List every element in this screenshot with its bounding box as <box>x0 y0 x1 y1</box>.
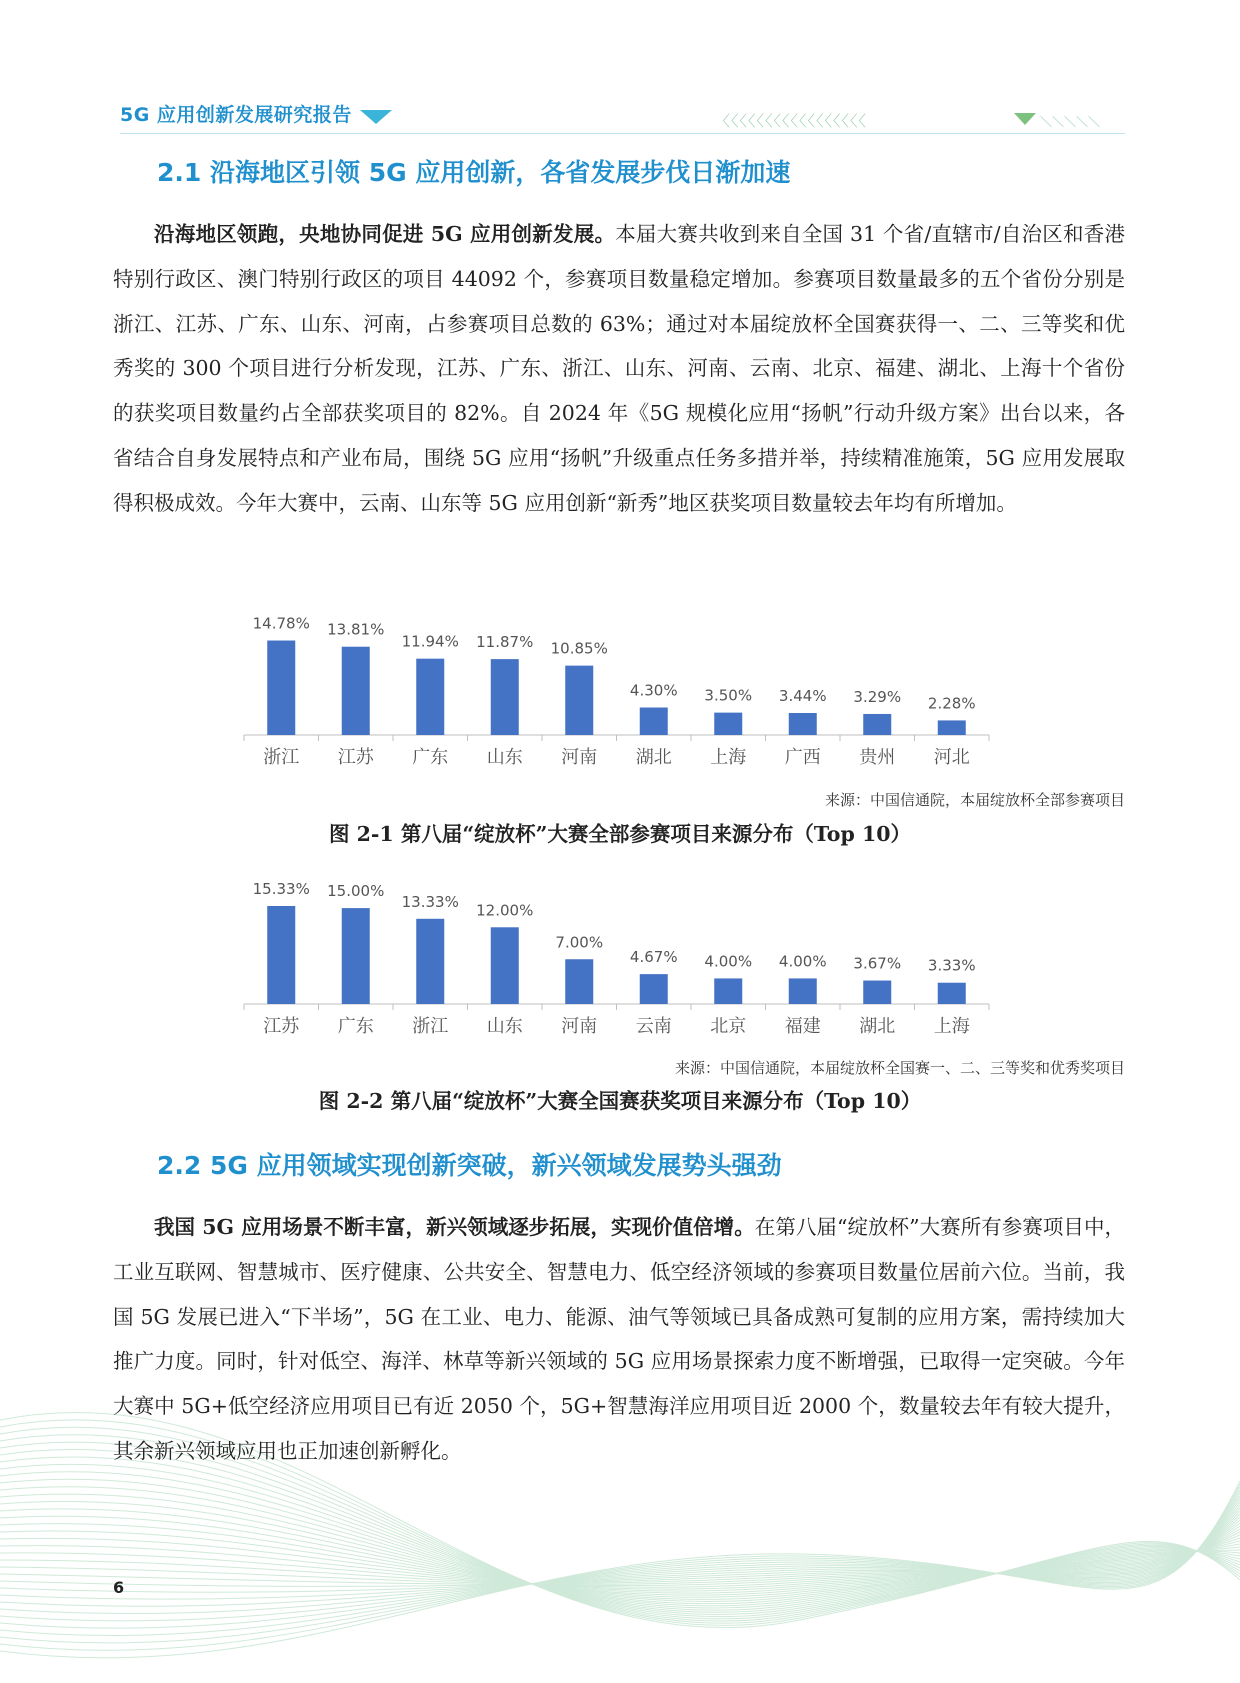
bar-chart-all-projects <box>244 610 1004 768</box>
bar <box>342 908 370 1004</box>
section-heading-2-2: 2.2 5G 应用领域实现创新突破，新兴领域发展势头强劲 <box>157 1151 782 1180</box>
category-label: 山东 <box>486 1016 523 1037</box>
lead-sentence: 我国 5G 应用场景不断丰富，新兴领域逐步拓展，实现价值倍增。 <box>154 1215 755 1239</box>
bar <box>863 714 891 735</box>
header-chevrons-decoration: 〈〈〈〈〈〈〈〈〈〈〈〈〈〈〈〈〈 <box>715 112 868 130</box>
header-triangle-icon <box>360 110 392 124</box>
bar <box>789 978 817 1004</box>
bar <box>863 981 891 1004</box>
bar <box>491 659 519 735</box>
category-label: 河南 <box>561 1016 598 1037</box>
body-text: 在第八届“绽放杯”大赛所有参赛项目中，工业互联网、智慧城市、医疗健康、公共安全、智慧电力、低空经济领域的参赛项目数量位居前六位。当前，我国 5G 发展已进入“下半场”，5G 在工业、电力、能源、油气等领域已具备成熟可复制的应用方案，需持续加大推广力度。同时，针对低空、海洋、林草等新兴领域的 5G 应用场景探索力度不断增强，已取得一定突破。今年大赛中 5G+低空经济应用项目已有近 2050 个，5G+智慧海洋应用项目近 2000 个，数量较去年有较大提升，其余新兴领域应用也正加速创新孵化。 <box>113 1215 1126 1463</box>
category-label: 上海 <box>933 1016 970 1037</box>
bar <box>267 641 295 735</box>
wave-line <box>0 1499 1240 1614</box>
bar <box>416 919 444 1004</box>
figure-caption: 图 2-1 第八届“绽放杯”大赛全部参赛项目来源分布（Top 10） <box>329 822 911 846</box>
data-label: 11.87% <box>476 633 534 652</box>
category-label: 上海 <box>710 747 747 768</box>
wave-line <box>0 1502 1240 1606</box>
bar <box>789 713 817 735</box>
bar <box>640 708 668 735</box>
bar <box>640 974 668 1004</box>
section-2-2-paragraph <box>113 1205 1125 1474</box>
body-text: 本届大赛共收到来自全国 31 个省/直辖市/自治区和香港特别行政区、澳门特别行政区的项目 44092 个，参赛项目数量稳定增加。参赛项目数量最多的五个省份分别是浙江、江苏、广东、山东、河南，占参赛项目总数的 63%；通过对本届绽放杯全国赛获得一、二、三等奖和优秀奖的 300 个项目进行分析发现，江苏、广东、浙江、山东、河南、云南、北京、福建、湖北、上海十个省份的获奖项目数量约占全部获奖项目的 82%。自 2024 年《5G 规模化应用“扬帆”行动升级方案》出台以来，各省结合自身发展特点和产业布局，围绕 5G 应用“扬帆”升级重点任务多措并举，持续精准施策，5G 应用发展取得积极成效。今年大赛中，云南、山东等 5G 应用创新“新秀”地区获奖项目数量较去年均有所增加。 <box>113 222 1125 515</box>
wave-line <box>0 1511 1240 1586</box>
category-label: 贵州 <box>859 747 896 768</box>
header-green-triangle-icon <box>1014 113 1036 125</box>
data-label: 7.00% <box>555 933 604 952</box>
category-label: 北京 <box>710 1016 747 1037</box>
bar <box>565 666 593 735</box>
category-label: 云南 <box>635 1016 672 1037</box>
figure-source: 来源：中国信通院，本届绽放杯全部参赛项目 <box>824 791 1125 809</box>
header-divider <box>120 133 1125 134</box>
category-label: 广西 <box>784 747 821 768</box>
data-label: 4.00% <box>778 952 827 971</box>
bar <box>714 978 742 1004</box>
category-label: 广东 <box>412 747 449 768</box>
bar <box>938 983 966 1004</box>
category-label: 浙江 <box>412 1016 449 1037</box>
lead-sentence: 沿海地区领跑，央地协同促进 5G 应用创新发展。 <box>154 222 616 246</box>
bar <box>491 927 519 1004</box>
figure-caption: 图 2-2 第八届“绽放杯”大赛全国赛获奖项目来源分布（Top 10） <box>318 1089 922 1113</box>
section-heading-2-1: 2.1 沿海地区引领 5G 应用创新，各省发展步伐日渐加速 <box>157 158 791 187</box>
data-label: 10.85% <box>550 639 608 658</box>
data-label: 15.33% <box>252 880 310 898</box>
category-label: 山东 <box>486 747 523 768</box>
category-label: 江苏 <box>337 747 374 768</box>
header-slash-decoration: ＼＼＼＼＼ <box>1040 115 1101 129</box>
data-label: 12.00% <box>476 901 534 920</box>
figure-source: 来源：中国信通院，本届绽放杯全国赛一、二、三等奖和优秀奖项目 <box>674 1059 1125 1077</box>
category-label: 河北 <box>933 747 970 768</box>
data-label: 14.78% <box>252 614 310 633</box>
category-label: 福建 <box>784 1016 821 1037</box>
data-label: 2.28% <box>927 694 976 713</box>
data-label: 3.44% <box>778 687 827 706</box>
bar <box>938 720 966 735</box>
bar <box>714 713 742 735</box>
data-label: 3.33% <box>927 956 976 975</box>
data-label: 15.00% <box>327 882 385 901</box>
category-label: 湖北 <box>635 747 672 768</box>
data-label: 13.81% <box>327 620 385 639</box>
data-label: 3.29% <box>853 687 902 706</box>
chart-svg <box>244 610 1004 770</box>
bar <box>342 647 370 735</box>
category-label: 广东 <box>337 1016 374 1037</box>
category-label: 江苏 <box>263 1016 300 1037</box>
data-label: 3.67% <box>853 954 902 973</box>
data-label: 3.50% <box>704 686 753 705</box>
chart-svg <box>244 879 1004 1039</box>
report-title: 5G 应用创新发展研究报告 <box>120 104 352 126</box>
bar <box>267 906 295 1004</box>
category-label: 湖北 <box>859 1016 896 1037</box>
data-label: 4.00% <box>704 952 753 971</box>
data-label: 11.94% <box>401 632 459 651</box>
data-label: 13.33% <box>401 892 459 911</box>
bar <box>416 659 444 735</box>
category-label: 河南 <box>561 747 598 768</box>
bar-chart-awarded-projects <box>244 879 1004 1037</box>
category-label: 浙江 <box>263 747 300 768</box>
page-number: 6 <box>113 1578 125 1597</box>
section-2-1-paragraph <box>113 212 1125 526</box>
data-label: 4.67% <box>629 948 678 967</box>
data-label: 4.30% <box>629 681 678 700</box>
bar <box>565 959 593 1004</box>
